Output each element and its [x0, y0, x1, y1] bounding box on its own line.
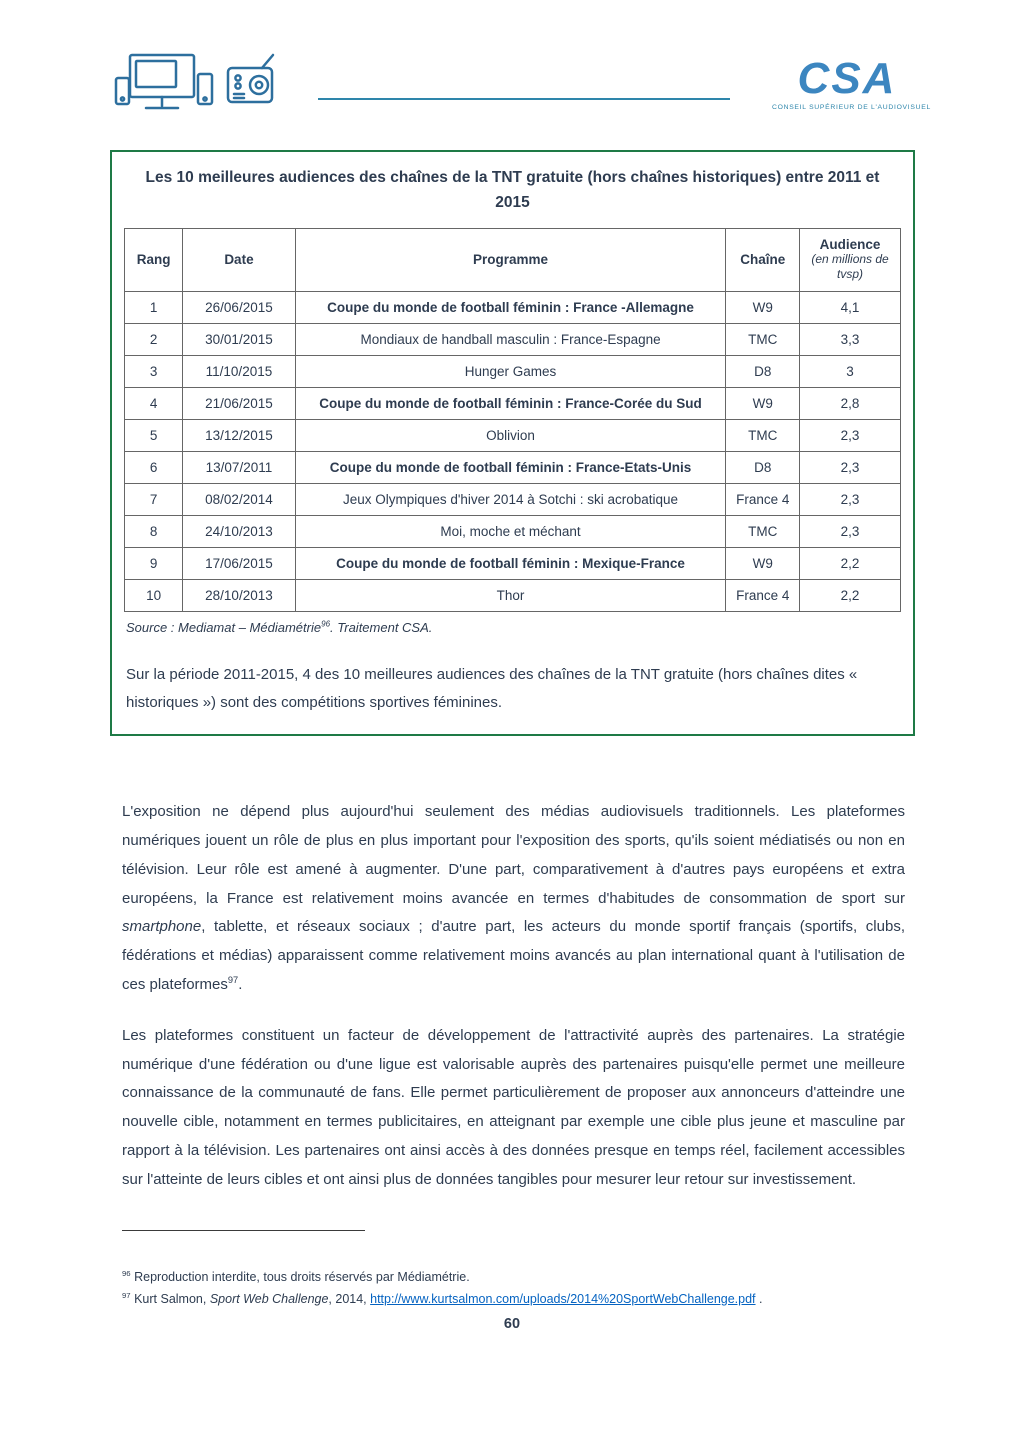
cell-chaine: TMC [726, 323, 800, 355]
cell-date: 11/10/2015 [183, 355, 296, 387]
csa-logo-subtitle: CONSEIL SUPÉRIEUR DE L'AUDIOVISUEL [772, 104, 931, 112]
superscript-ref: 96 [122, 1268, 131, 1278]
cell-date: 28/10/2013 [183, 579, 296, 611]
superscript-ref: 97 [227, 975, 239, 986]
radio-icon [224, 50, 278, 114]
cell-audience: 2,2 [800, 547, 901, 579]
table-body [125, 291, 901, 611]
superscript-ref: 97 [122, 1290, 131, 1300]
cell-audience: 2,2 [800, 579, 901, 611]
header-rang: Rang [125, 228, 183, 291]
cell-programme: Coupe du monde de football féminin : France-Corée du Sud [295, 387, 726, 419]
cell-chaine: W9 [726, 387, 800, 419]
cell-rang: 10 [125, 579, 183, 611]
audience-table-box [110, 150, 915, 736]
cell-chaine: W9 [726, 547, 800, 579]
cell-date: 17/06/2015 [183, 547, 296, 579]
cell-date: 08/02/2014 [183, 483, 296, 515]
cell-rang: 4 [125, 387, 183, 419]
cell-audience: 2,3 [800, 483, 901, 515]
table-row [125, 515, 901, 547]
cell-date: 13/12/2015 [183, 419, 296, 451]
footnote-96: $^{96}$ Reproduction interdite, tous droits réservés par Médiamétrie. [122, 1268, 470, 1284]
cell-rang: 7 [125, 483, 183, 515]
page-number: 60 [503, 1316, 521, 1332]
cell-programme: Coupe du monde de football féminin : France -Allemagne [295, 291, 726, 323]
cell-rang: 9 [125, 547, 183, 579]
table-row [125, 483, 901, 515]
body-text [122, 798, 905, 1194]
source-note: Source : Mediamat – Médiamétrie$^{96}$. Traitement CSA. [126, 619, 433, 635]
cell-chaine: D8 [726, 355, 800, 387]
superscript-ref: 96 [321, 619, 331, 629]
cell-audience: 3 [800, 355, 901, 387]
cell-audience: 3,3 [800, 323, 901, 355]
screens-devices-icon [114, 50, 214, 122]
cell-rang: 3 [125, 355, 183, 387]
table-row [125, 419, 901, 451]
header-chaine: Chaîne [726, 228, 800, 291]
header-divider-line [318, 98, 730, 100]
cell-rang: 5 [125, 419, 183, 451]
cell-programme: Moi, moche et méchant [295, 515, 726, 547]
header-audience-title: Audience [819, 236, 881, 252]
cell-chaine: W9 [726, 291, 800, 323]
table-title: Les 10 meilleures audiences des chaînes de la TNT gratuite (hors chaînes historiques) entre 2011 et 2015 [145, 169, 880, 211]
cell-date: 21/06/2015 [183, 387, 296, 419]
table-row [125, 451, 901, 483]
cell-date: 30/01/2015 [183, 323, 296, 355]
cell-programme: Oblivion [295, 419, 726, 451]
header-date: Date [183, 228, 296, 291]
cell-chaine: D8 [726, 451, 800, 483]
table-row [125, 579, 901, 611]
header-audience-unit: (en millions de tvsp) [811, 251, 889, 282]
header-audience [800, 228, 901, 291]
csa-logo [772, 54, 931, 112]
cell-date: 26/06/2015 [183, 291, 296, 323]
cell-programme: Thor [295, 579, 726, 611]
cell-chaine: TMC [726, 515, 800, 547]
footnote-link[interactable]: http://www.kurtsalmon.com/uploads/2014%20SportWebChallenge.pdf [370, 1291, 756, 1306]
paragraph-2: Les plateformes constituent un facteur de développement de l'attractivité auprès des partenaires. La stratégie numérique d'une fédération ou d'une ligue est valorisable auprès des partenaires puisqu'elle permet une meilleure connaissance de la communauté de fans. Elle permet particulièrement de proposer aux annonceurs d'atteindre une nouvelle cible, notamment en termes publicitaires, en atteignant par exemple une cible plus jeune et masculine par rapport à la télévision. Les partenaires ont ainsi accès à des données presque en temps réel, facilement accessibles sur l'atteinte de leurs cibles et ont ainsi plus de données tangibles pour mesurer leur retour sur investissement. [122, 1026, 905, 1188]
header-programme: Programme [295, 228, 726, 291]
cell-rang: 1 [125, 291, 183, 323]
footnote-separator [122, 1230, 365, 1231]
cell-audience: 2,3 [800, 451, 901, 483]
media-devices-logo [114, 50, 278, 122]
table-header-row [125, 228, 901, 291]
cell-audience: 2,8 [800, 387, 901, 419]
cell-programme: Mondiaux de handball masculin : France-Espagne [295, 323, 726, 355]
page-header [0, 0, 1024, 150]
audience-table [124, 228, 901, 612]
cell-chaine: France 4 [726, 483, 800, 515]
paragraph-1: L'exposition ne dépend plus aujourd'hui seulement des médias audiovisuels traditionnels. Les plateformes numériques jouent un rôle de plus en plus important pour l'exposition des sports, qu'ils soient médiatisés ou non en télévision. Leur rôle est amené à augmenter. D'une part, comparativement à d'autres pays européens et extra européens, la France est relativement moins avancée en termes d'habitudes de consommation de sport sur smartphone, tablette, et réseaux sociaux ; d'autre part, les acteurs du monde sportif français (sportifs, clubs, fédérations et médias) apparaissent comme relativement moins avancés au plan international quant à l'utilisation de ces plateformes$^{97}$. [122, 803, 905, 994]
cell-audience: 4,1 [800, 291, 901, 323]
cell-programme: Hunger Games [295, 355, 726, 387]
cell-rang: 6 [125, 451, 183, 483]
cell-programme: Jeux Olympiques d'hiver 2014 à Sotchi : ski acrobatique [295, 483, 726, 515]
cell-chaine: France 4 [726, 579, 800, 611]
footnote-97: $^{97}$ Kurt Salmon, Sport Web Challenge, 2014, http://www.kurtsalmon.com/uploads/2014%20SportWebChallenge.pdf . [122, 1290, 763, 1306]
table-row [125, 355, 901, 387]
cell-audience: 2,3 [800, 419, 901, 451]
table-row [125, 387, 901, 419]
cell-audience: 2,3 [800, 515, 901, 547]
cell-chaine: TMC [726, 419, 800, 451]
cell-rang: 2 [125, 323, 183, 355]
cell-date: 13/07/2011 [183, 451, 296, 483]
table-row [125, 323, 901, 355]
csa-logo-text: CSA [797, 54, 897, 103]
cell-programme: Coupe du monde de football féminin : France-Etats-Unis [295, 451, 726, 483]
cell-rang: 8 [125, 515, 183, 547]
cell-programme: Coupe du monde de football féminin : Mexique-France [295, 547, 726, 579]
table-row [125, 547, 901, 579]
cell-date: 24/10/2013 [183, 515, 296, 547]
table-row [125, 291, 901, 323]
footnote-section [122, 1230, 905, 1311]
box-summary-text: Sur la période 2011-2015, 4 des 10 meilleures audiences des chaînes de la TNT gratuite (hors chaînes dites « historiques ») sont des compétitions sportives féminines. [126, 665, 858, 711]
